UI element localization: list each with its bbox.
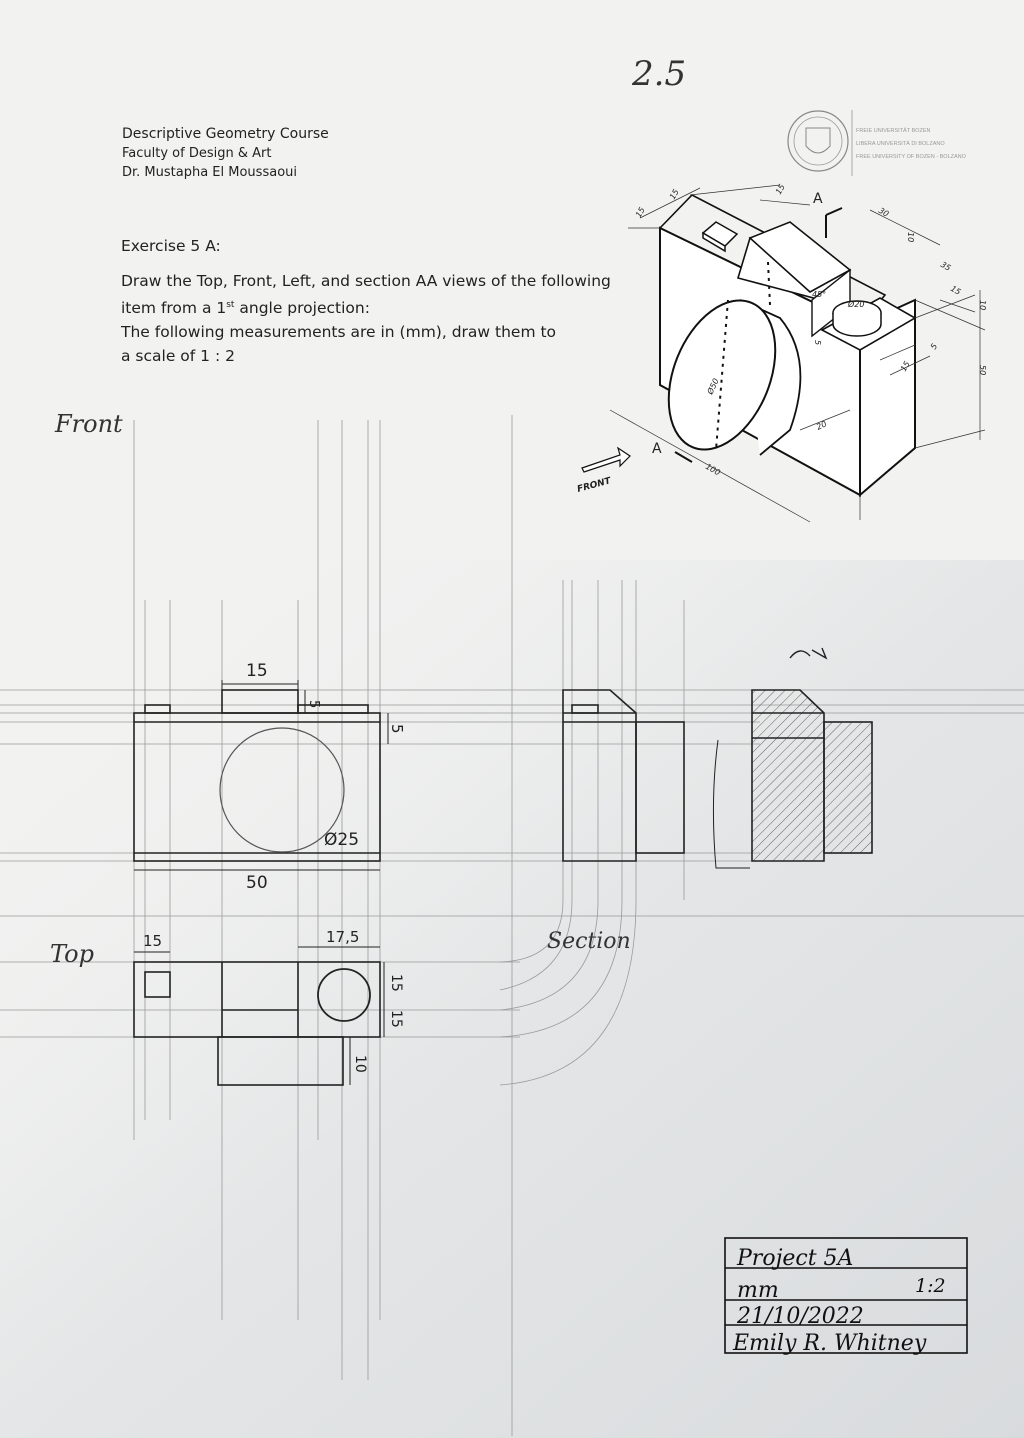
university-name-de: FREIE UNIVERSITÄT BOZEN <box>856 128 931 134</box>
university-name-it: LIBERA UNIVERSITÀ DI BOLZANO <box>856 141 945 147</box>
svg-text:15: 15 <box>898 359 912 373</box>
svg-text:15: 15 <box>949 283 963 297</box>
section-view-label: Section <box>547 929 631 954</box>
faculty-name: Faculty of Design & Art <box>122 146 272 161</box>
top-dim-d2: 15 <box>388 1010 404 1028</box>
university-name-en: FREE UNIVERSITY OF BOZEN - BOLZANO <box>856 154 966 160</box>
iso-section-mark-bottom: A <box>652 441 662 457</box>
top-view-label: Top <box>50 940 94 968</box>
exercise-line-1: Draw the Top, Front, Left, and section AA views of the following <box>121 272 611 290</box>
svg-text:20: 20 <box>815 419 829 432</box>
svg-text:15: 15 <box>667 187 681 201</box>
svg-text:45°: 45° <box>812 290 827 299</box>
svg-text:Ø50: Ø50 <box>705 377 721 396</box>
front-dim-side: 5 <box>388 724 406 734</box>
title-block-units: mm <box>737 1278 779 1303</box>
front-view-label: Front <box>55 410 123 438</box>
svg-text:50: 50 <box>978 365 987 376</box>
svg-text:5: 5 <box>813 340 822 346</box>
title-block-name: Emily R. Whitney <box>733 1331 927 1356</box>
university-logo <box>788 110 967 176</box>
top-dim-left: 15 <box>143 932 163 950</box>
svg-text:30: 30 <box>877 205 891 219</box>
svg-text:Ø20: Ø20 <box>848 300 865 309</box>
svg-text:35: 35 <box>939 259 953 273</box>
front-dim-diameter: Ø25 <box>324 830 360 850</box>
front-dim-top-width: 15 <box>246 661 268 681</box>
svg-text:10: 10 <box>978 300 987 311</box>
front-dim-width: 50 <box>246 873 268 893</box>
svg-text:15: 15 <box>633 205 647 219</box>
exercise-line-4: a scale of 1 : 2 <box>121 347 235 366</box>
svg-text:15: 15 <box>773 182 787 196</box>
svg-text:5: 5 <box>928 342 940 351</box>
title-block-date: 21/10/2022 <box>737 1304 864 1329</box>
title-block-project: Project 5A <box>737 1246 854 1271</box>
exercise-line-2: item from a 1st angle projection: <box>121 299 370 318</box>
grade-mark: 2.5 <box>632 54 687 94</box>
iso-section-mark-top: A <box>813 191 823 207</box>
iso-front-label: FRONT <box>576 476 613 495</box>
svg-text:10: 10 <box>906 232 915 243</box>
course-name: Descriptive Geometry Course <box>122 126 329 142</box>
title-block-scale: 1:2 <box>915 1275 946 1297</box>
top-dim-right: 17,5 <box>326 928 360 946</box>
top-dim-d1: 15 <box>388 974 404 992</box>
svg-text:100: 100 <box>704 461 722 478</box>
instructor-name: Dr. Mustapha El Moussaoui <box>122 165 297 180</box>
front-dim-bump: 5 <box>306 700 321 709</box>
top-dim-d3: 10 <box>352 1055 368 1073</box>
exercise-title: Exercise 5 A: <box>121 237 221 255</box>
isometric-camera-drawing <box>582 182 985 522</box>
exercise-line-3: The following measurements are in (mm), draw them to <box>121 323 557 342</box>
